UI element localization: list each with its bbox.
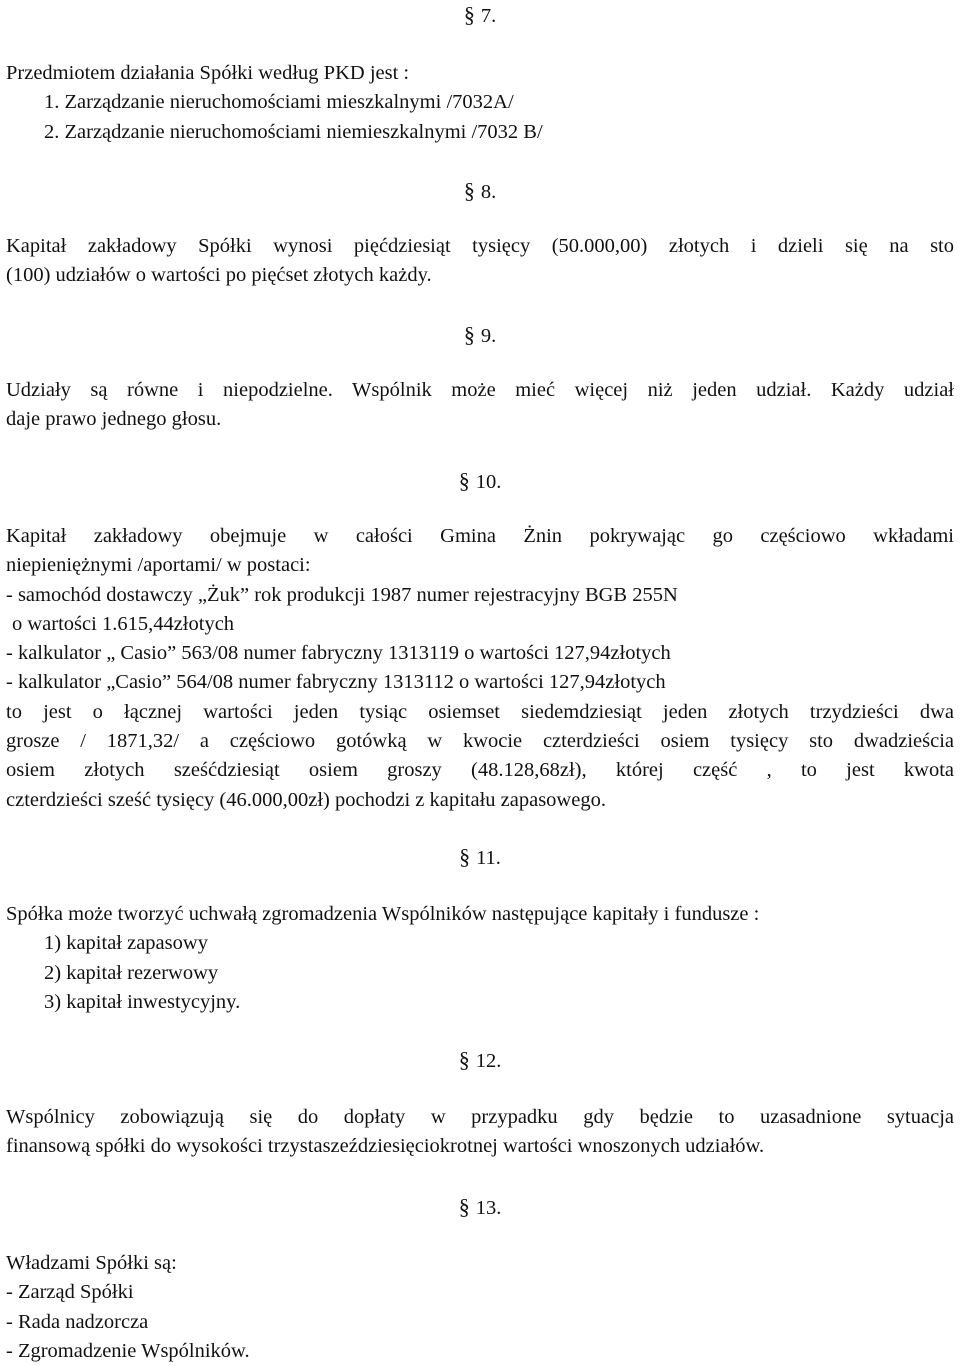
section-11-body <box>6 900 954 1017</box>
section-heading-9 <box>6 320 954 351</box>
section-number: 8. <box>480 181 497 203</box>
section-number: 11. <box>476 847 501 869</box>
list-item: 2. Zarządzanie nieruchomościami niemieszkalnymi /7032 B/ <box>44 120 543 143</box>
text-line: Udziały są równe i niepodzielne. Wspólnik może mieć więcej niż jeden udział. Każdy udział <box>6 379 954 401</box>
text-line: czterdzieści sześć tysięcy (46.000,00zł) pochodzi z kapitału zapasowego. <box>6 788 606 811</box>
text-line: - kalkulator „ Casio” 563/08 numer fabryczny 1313119 o wartości 127,94złotych <box>6 642 671 665</box>
section-11-intro: Spółka może tworzyć uchwałą zgromadzenia Wspólników następujące kapitały i fundusze : <box>6 903 760 925</box>
text-line: (100) udziałów o wartości po pięćset złotych każdy. <box>6 264 432 287</box>
section-mark: § <box>458 1194 470 1219</box>
text-line: grosze / 1871,32/ a częściowo gotówką w kwocie czterdzieści osiem tysięcy sto dwadzieścia <box>6 730 954 753</box>
section-7-intro: Przedmiotem działania Spółki według PKD jest : <box>6 62 410 84</box>
text-line: osiem złotych sześćdziesiąt osiem groszy (48.128,68zł), której część , to jest kwota <box>6 759 954 782</box>
list-item: 2) kapitał rezerwowy <box>44 961 219 984</box>
section-mark: § <box>458 1047 470 1072</box>
list-item: - Zarząd Spółki <box>6 1281 134 1304</box>
section-7-body <box>6 59 954 147</box>
list-item: 3) kapitał inwestycyjny. <box>44 990 241 1013</box>
text-line: to jest o łącznej wartości jeden tysiąc osiemset siedemdziesiąt jeden złotych trzydzieści dwa <box>6 700 954 723</box>
text-line: o wartości 1.615,44złotych <box>12 612 235 635</box>
list-item: - Zgromadzenie Wspólników. <box>6 1339 250 1362</box>
section-number: 13. <box>475 1197 502 1219</box>
section-9-body <box>6 376 954 435</box>
text-line: Kapitał zakładowy obejmuje w całości Gmina Żnin pokrywając go częściowo wkładami <box>6 525 954 547</box>
section-mark: § <box>463 322 475 347</box>
section-mark: § <box>458 468 470 493</box>
section-heading-11 <box>6 842 954 873</box>
section-number: 7. <box>480 5 497 27</box>
section-8-body <box>6 232 954 291</box>
text-line: - samochód dostawczy „Żuk” rok produkcji 1987 numer rejestracyjny BGB 255N <box>6 583 678 606</box>
section-mark: § <box>463 178 475 203</box>
text-line: - kalkulator „Casio” 564/08 numer fabryczny 1313112 o wartości 127,94złotych <box>6 671 666 694</box>
pkd-list <box>6 88 954 147</box>
text-line: daje prawo jednego głosu. <box>6 408 222 431</box>
section-number: 10. <box>475 471 502 493</box>
section-12-body <box>6 1103 954 1162</box>
text-line: Wspólnicy zobowiązują się do dopłaty w przypadku gdy będzie to uzasadnione sytuacja <box>6 1106 954 1128</box>
capital-list <box>6 929 954 1017</box>
list-item: 1) kapitał zapasowy <box>44 932 208 955</box>
section-heading-12 <box>6 1045 954 1076</box>
section-13-intro: Władzami Spółki są: <box>6 1252 177 1274</box>
section-mark: § <box>459 844 471 869</box>
section-mark: § <box>463 2 475 27</box>
section-number: 9. <box>480 325 497 347</box>
text-line: niepieniężnymi /aportami/ w postaci: <box>6 554 311 577</box>
text-line: Kapitał zakładowy Spółki wynosi pięćdziesiąt tysięcy (50.000,00) złotych i dzieli się na sto <box>6 235 954 257</box>
section-heading-7 <box>6 0 954 31</box>
section-10-body <box>6 522 954 815</box>
list-item: 1. Zarządzanie nieruchomościami mieszkalnymi /7032A/ <box>44 91 514 114</box>
section-heading-13 <box>6 1192 954 1223</box>
section-13-body <box>6 1249 954 1366</box>
section-heading-8 <box>6 176 954 207</box>
text-line: finansową spółki do wysokości trzystaszeździesięciokrotnej wartości wnoszonych udziałów. <box>6 1135 765 1158</box>
list-item: - Rada nadzorcza <box>6 1310 149 1333</box>
section-heading-10 <box>6 466 954 497</box>
section-number: 12. <box>475 1050 502 1072</box>
